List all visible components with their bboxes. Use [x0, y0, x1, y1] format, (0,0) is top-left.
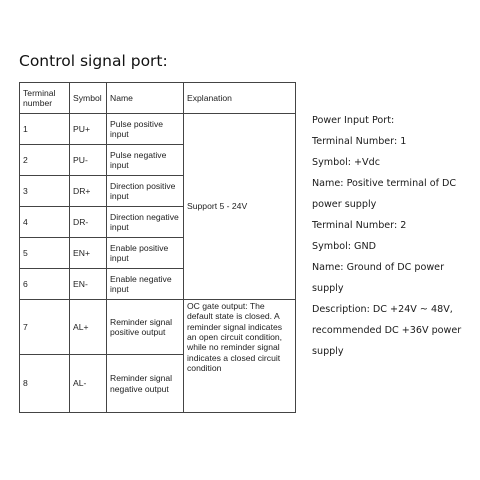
table-row [20, 300, 296, 355]
table-row [20, 114, 296, 145]
header-name: Name [107, 83, 184, 114]
cell-explanation-support: Support 5 - 24V [184, 114, 296, 300]
power-line-description: Description: DC +24V ~ 48V, recommended DC +36V power supply [312, 304, 462, 357]
cell-terminal-number: 8 [20, 355, 70, 413]
header-terminal-number: Terminal number [20, 83, 70, 114]
cell-terminal-number: 5 [20, 238, 70, 269]
cell-explanation-oc-gate: OC gate output: The default state is closed. A reminder signal indicates an open circuit condition, while no reminder signal indicates a closed circuit condition [184, 300, 296, 413]
power-input-port-description [312, 110, 477, 362]
cell-terminal-number: 2 [20, 145, 70, 176]
cell-symbol: EN+ [70, 238, 107, 269]
power-line-symbol-gnd: Symbol: GND [312, 241, 377, 252]
cell-symbol: DR+ [70, 176, 107, 207]
cell-symbol: PU+ [70, 114, 107, 145]
cell-name: Pulse negative input [107, 145, 184, 176]
power-line-name-positive: Name: Positive terminal of DC power supply [312, 178, 457, 210]
section-heading: Control signal port: [19, 52, 168, 70]
cell-name: Direction positive input [107, 176, 184, 207]
cell-symbol: AL+ [70, 300, 107, 355]
cell-name: Enable positive input [107, 238, 184, 269]
power-line-terminal-1: Terminal Number: 1 [312, 136, 407, 147]
cell-symbol: AL- [70, 355, 107, 413]
cell-symbol: DR- [70, 207, 107, 238]
cell-name: Direction negative input [107, 207, 184, 238]
power-line-name-ground: Name: Ground of DC power supply [312, 262, 445, 294]
power-line-symbol-vdc: Symbol: +Vdc [312, 157, 380, 168]
header-explanation: Explanation [184, 83, 296, 114]
power-line-title: Power Input Port: [312, 115, 395, 126]
cell-terminal-number: 4 [20, 207, 70, 238]
cell-name: Pulse positive input [107, 114, 184, 145]
cell-name: Reminder signal negative output [107, 355, 184, 413]
cell-terminal-number: 3 [20, 176, 70, 207]
cell-symbol: PU- [70, 145, 107, 176]
cell-terminal-number: 6 [20, 269, 70, 300]
header-symbol: Symbol [70, 83, 107, 114]
cell-symbol: EN- [70, 269, 107, 300]
table-header-row [20, 83, 296, 114]
cell-terminal-number: 1 [20, 114, 70, 145]
control-signal-table [19, 82, 296, 413]
cell-name: Enable negative input [107, 269, 184, 300]
cell-name: Reminder signal positive output [107, 300, 184, 355]
power-line-terminal-2: Terminal Number: 2 [312, 220, 407, 231]
cell-terminal-number: 7 [20, 300, 70, 355]
